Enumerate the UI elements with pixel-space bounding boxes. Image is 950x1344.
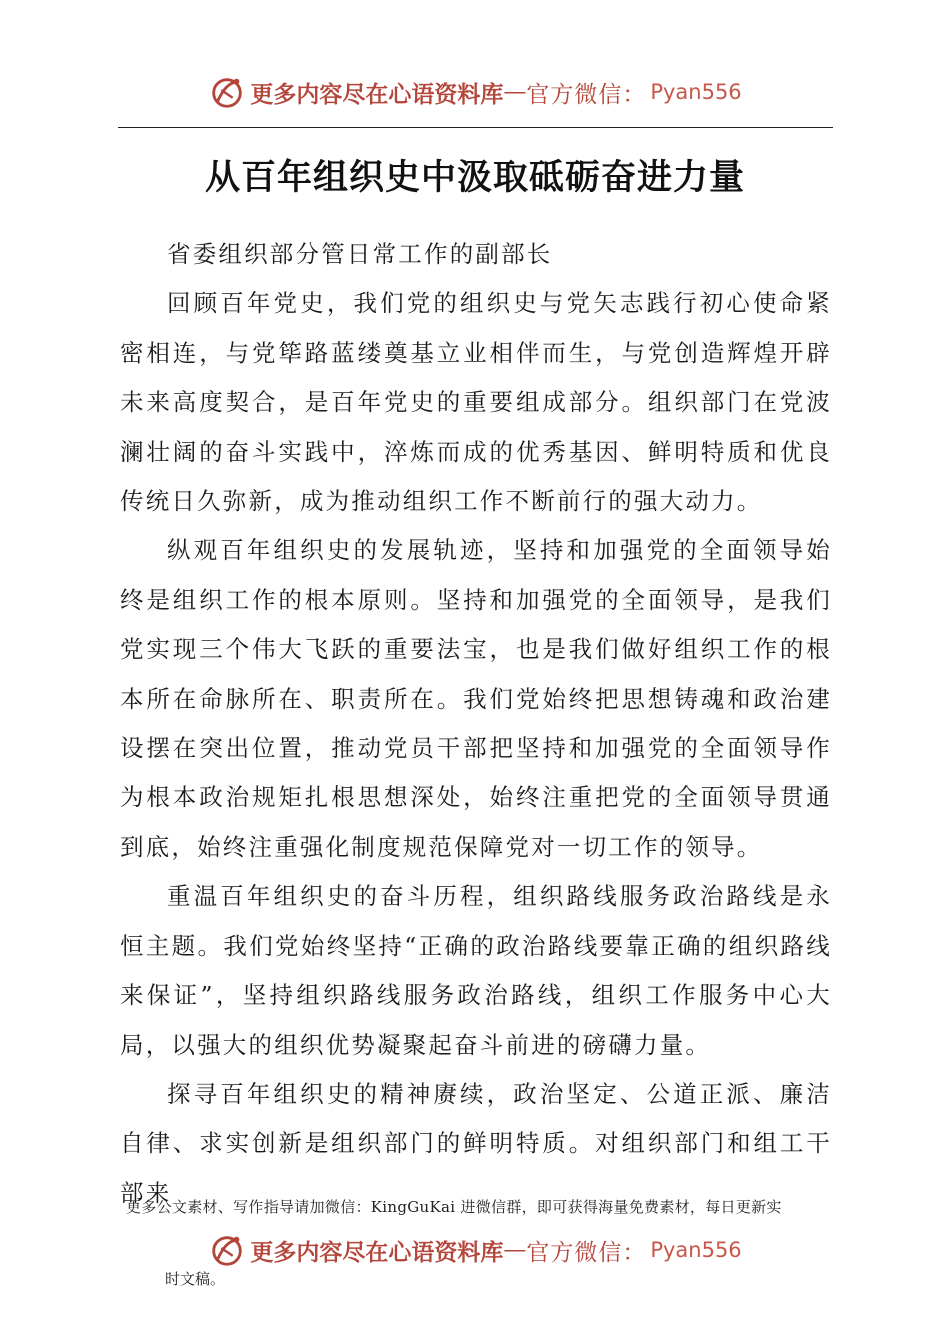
footer-note: 更多公文素材、写作指导请加微信：KingGuKai 进微信群，即可获得海量免费素材，每日更新实	[126, 1198, 782, 1216]
footer-watermark	[0, 1228, 950, 1272]
brand-dash: —	[503, 79, 527, 105]
body-paragraph: 探寻百年组织史的精神赓续，政治坚定、公道正派、廉洁自律、求实创新是组织部门的鲜明特质。对组织部门和组工干部来	[120, 1079, 832, 1207]
brand-dash: —	[503, 1237, 527, 1263]
footer-note-continued: 时文稿。	[165, 1270, 226, 1288]
brand-wechat-id: Pyan556	[650, 80, 742, 104]
brand-text: 更多内容尽在心语资料库	[250, 80, 504, 108]
brand-wechat-id: Pyan556	[650, 1238, 742, 1262]
header-divider	[118, 127, 833, 128]
body-paragraph: 纵观百年组织史的发展轨迹，坚持和加强党的全面领导始终是组织工作的根本原则。坚持和加强党的全面领导，是我们党实现三个伟大飞跃的重要法宝，也是我们做好组织工作的根本所在命脉所在、职责所在。我们党始终把思想铸魂和政治建设摆在突出位置，推动党员干部把坚持和加强党的全面领导作为根本政治规矩扎根思想深处，始终注重把党的全面领导贯通到底，始终注重强化制度规范保障党对一切工作的领导。	[120, 536, 832, 861]
header-watermark	[0, 70, 950, 114]
brand-text: 更多内容尽在心语资料库	[250, 1238, 504, 1266]
body-paragraph: 回顾百年党史，我们党的组织史与党矢志践行初心使命紧密相连，与党筚路蓝缕奠基立业相伴而生，与党创造辉煌开辟未来高度契合，是百年党史的重要组成部分。组织部门在党波澜壮阔的奋斗实践中，淬炼而成的优秀基因、鲜明特质和优良传统日久弥新，成为推动组织工作不断前行的强大动力。	[120, 289, 832, 516]
brand-logo-icon	[208, 73, 246, 111]
document-body	[120, 230, 832, 1218]
brand-subtext: 官方微信：	[526, 81, 647, 108]
author-line: 省委组织部分管日常工作的副部长	[167, 240, 553, 268]
document-title: 从百年组织史中汲取砥砺奋进力量	[204, 157, 745, 198]
brand-logo-icon	[208, 1231, 246, 1269]
body-paragraph: 重温百年组织史的奋斗历程，组织路线服务政治路线是永恒主题。我们党始终坚持“正确的政治路线要靠正确的组织路线来保证”，坚持组织路线服务政治路线，组织工作服务中心大局，以强大的组织优势凝聚起奋斗前进的磅礴力量。	[120, 882, 832, 1059]
brand-subtext: 官方微信：	[526, 1239, 647, 1266]
